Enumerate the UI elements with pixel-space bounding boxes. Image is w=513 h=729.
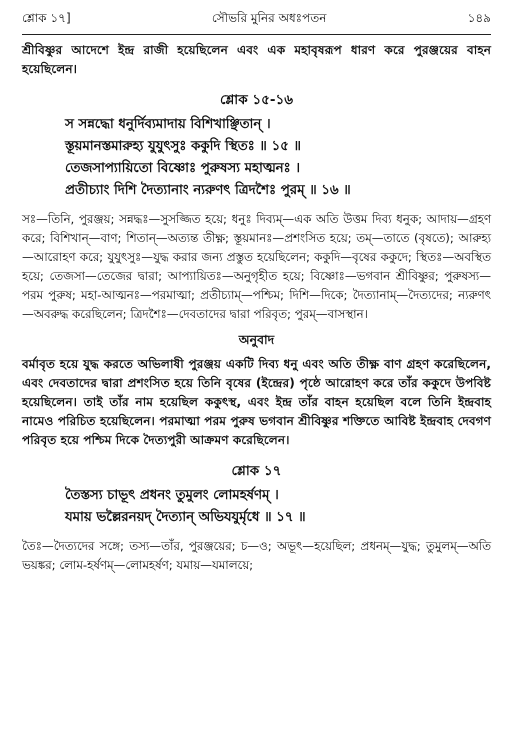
header-page-number: ১৪৯ [467,11,491,25]
verse-15-16-line-2: স্তূয়মানস্তমারুহ্য যুযুৎসুঃ ককুদি স্থিতঃ ॥ ১৫ ॥ [65,139,301,154]
translation-block [22,332,491,450]
header-verse-ref: শ্লোক ১৭] [22,11,71,25]
verse-17-block [22,460,491,529]
word-meanings-17: তৈঃ—দৈত্যদের সঙ্গে; তস্য—তাঁর, পুরঞ্জয়ের; চ—ও; অভূৎ—হয়েছিল; প্রধনম্—যুদ্ধ; তুমুলম্—অতি ভয়ঙ্কর; লোম-হর্ষণম্—লোমহর্ষণ; যমায়—যমালয়ে; [22,539,491,572]
verse-17-line-1: তৈস্তস্য চাভূৎ প্রধনং তুমুলং লোমহর্ষণম্ । [65,488,279,503]
verse-15-16-title: শ্লোক ১৫-১৬ [219,92,293,108]
word-meanings-15-16: সঃ—তিনি, পুরঞ্জয়; সন্নদ্ধঃ—সুসজ্জিত হয়ে; ধনুঃ দিব্যম্—এক অতি উত্তম দিব্য ধনুক; আদায়—গ্রহণ করে; বিশিখান্—বাণ; শিতান্—অত্যন্ত তীক্ষ্ণ; স্তূয়মানঃ—প্রশংসিত হয়ে; তম্—তাতে (বৃষতে); আরুহ্য—আরোহণ করে; যুযুৎসুঃ—যুদ্ধ করার জন্য প্রস্তুত হয়েছিলেন; ককুদি—বৃষের ককুদে; স্থিতঃ—অবস্থিত হয়ে; তেজসা—তেজের দ্বারা; আপ্যায়িতঃ—অনুগৃহীত হয়ে; বিষ্ণোঃ—ভগবান শ্রীবিষ্ণুর; পুরুষস্য—পরম পুরুষ; মহা-আত্মনঃ—পরমাত্মা; প্রতীচ্যাম্—পশ্চিম; দিশি—দিকে; দৈত্যানাম্—দৈত্যদের; ন্যরুণৎ—অবরুদ্ধ করেছিলেন; ত্রিদশৈঃ—দেবতাদের দ্বারা পরিবৃত; পুরম্—বাসস্থান। [22,212,491,321]
page-header [22,6,491,30]
verse-15-16-line-4: প্রতীচ্যাং দিশি দৈত্যানাং ন্যরুণৎ ত্রিদশৈঃ পুরম্ ॥ ১৬ ॥ [65,183,351,198]
verse-17-line-2: যমায় ভল্লৈরনয়দ্ দৈত্যান্ অভিযযুর্মৃধে ॥ ১৭ ॥ [65,510,306,525]
verse-15-16-block [22,89,491,202]
verse-15-16-line-3: তেজসাপ্যায়িতো বিষ্ণোঃ পুরুষস্য মহাত্মনঃ । [65,161,301,176]
header-chapter-title: সৌভরি মুনির অধঃপতন [211,11,327,25]
translation-title: অনুবাদ [238,332,275,347]
verse-17-title: শ্লোক ১৭ [231,463,282,479]
verse-15-16-line-1: স সন্নদ্ধো ধনুর্দিব্যমাদায় বিশিখাঞ্ছিতান্ । [65,117,271,132]
translation-text: বর্মাবৃত হয়ে যুদ্ধ করতে অভিলাষী পুরঞ্জয় একটি দিব্য ধনু এবং অতি তীক্ষ্ণ বাণ গ্রহণ করেছিলেন, এবং দেবতাদের দ্বারা প্রশংসিত হয়ে তিনি বৃষের (ইন্দ্রের) পৃষ্ঠে আরোহণ করে তাঁর ককুদে উপবিষ্ট হয়েছিলেন। তাই তাঁর নাম হয়েছিল ককুৎস্থ, এবং ইন্দ্র তাঁর বাহন হয়েছিল বলে তিনি ইন্দ্রবাহ নামেও পরিচিত হয়েছিলেন। পরমাত্মা পরম পুরুষ ভগবান শ্রীবিষ্ণুর শক্তিতে আবিষ্ট ইন্দ্রবাহ দেবগণ পরিবৃত হয়ে পশ্চিম দিকে দৈত্যপুরী আক্রমণ করেছিলেন। [22,357,491,447]
intro-paragraph: শ্রীবিষ্ণুর আদেশে ইন্দ্র রাজী হয়েছিলেন এবং এক মহাবৃষরূপ ধারণ করে পুরঞ্জয়ের বাহন হয়েছিলেন। [22,43,491,76]
header-rule [22,34,491,35]
